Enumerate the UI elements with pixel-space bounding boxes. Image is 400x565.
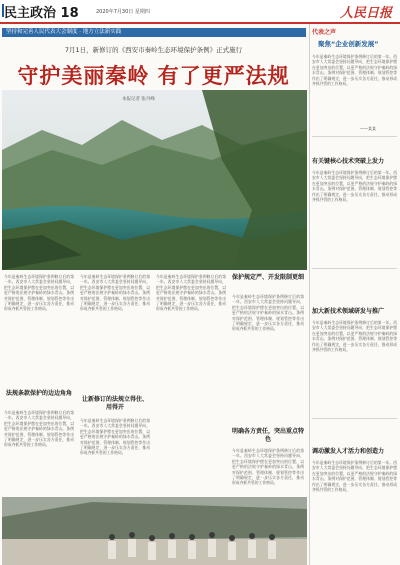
byline: 本报记者 张丹峰 (122, 97, 155, 102)
sidebar-label: 代表之声 (312, 29, 337, 36)
article-column-1: 今年是秦岭生态环境保护条例修订后的第一年。西安市人大常委会坚持问题导向，把生态环境保护摆在更加突出的位置，以更严格的法规守护秦岭的绿水青山。条例对保护范围、管理体制、规划管控等作出了明确规定，进一步压实各方责任，推动形成齐抓共管的工作格局。 (4, 274, 74, 312)
subhead-left: 法规条款保护的边边角角 (5, 390, 72, 397)
landscape-photo (2, 90, 307, 270)
topic-bar: 坚持和完善人民代表大会制度 · 地方立法新实践 (2, 28, 306, 37)
divider (312, 268, 397, 269)
issue-date: 2020年7月30日 星期四 (96, 9, 150, 15)
sidebar-item-3-text: 今年是秦岭生态环境保护条例修订后的第一年。西安市人大常委会坚持问题导向，把生态环境保护摆在更加突出的位置，以更严格的法规守护秦岭的绿水青山。条例对保护范围、管理体制、规划管控等作出了明确规定，进一步压实各方责任，推动形成齐抓共管的工作格局。 (312, 460, 397, 493)
article-column-4: 今年是秦岭生态环境保护条例修订后的第一年。西安市人大常委会坚持问题导向，把生态环境保护摆在更加突出的位置，以更严格的法规守护秦岭的绿水青山。条例对保护范围、管理体制、规划管控等作出了明确规定，进一步压实各方责任，推动形成齐抓共管的工作格局。 (232, 294, 304, 332)
sidebar-item-3-title: 调动激发人才活力和创造力 (312, 448, 385, 455)
sidebar-item-1-title: 有关键核心技术突破上发力 (312, 158, 385, 165)
article-column-2: 今年是秦岭生态环境保护条例修订后的第一年。西安市人大常委会坚持问题导向，把生态环境保护摆在更加突出的位置，以更严格的法规守护秦岭的绿水青山。条例对保护范围、管理体制、规划管控等作出了明确规定，进一步压实各方责任，推动形成齐抓共管的工作格局。 (80, 274, 150, 312)
article-column-4b: 今年是秦岭生态环境保护条例修订后的第一年。西安市人大常委会坚持问题导向，把生态环境保护摆在更加突出的位置，以更严格的法规守护秦岭的绿水青山。条例对保护范围、管理体制、规划管控等作出了明确规定，进一步压实各方责任，推动形成齐抓共管的工作格局。 (232, 448, 304, 486)
divider (312, 136, 397, 137)
headline: 守护美丽秦岭 有了更严法规 (17, 64, 290, 88)
sidebar-item-2-text: 今年是秦岭生态环境保护条例修订后的第一年。西安市人大常委会坚持问题导向，把生态环境保护摆在更加突出的位置，以更严格的法规守护秦岭的绿水青山。条例对保护范围、管理体制、规划管控等作出了明确规定，进一步压实各方责任，推动形成齐抓共管的工作格局。 (312, 320, 397, 353)
subhead-bottom: 明确各方责任，突出重点特色 (232, 428, 305, 443)
sidebar-title: 聚焦“企业创新发展” (318, 40, 379, 48)
article-column-3: 今年是秦岭生态环境保护条例修订后的第一年。西安市人大常委会坚持问题导向，把生态环境保护摆在更加突出的位置，以更严格的法规守护秦岭的绿水青山。条例对保护范围、管理体制、规划管控等作出了明确规定，进一步压实各方责任，推动形成齐抓共管的工作格局。 (156, 274, 226, 312)
kicker: 7月1日，新修订的《西安市秦岭生态环境保护条例》正式施行 (64, 46, 243, 54)
sidebar-item-2-title: 加大新技术领域研发与推广 (312, 308, 385, 315)
event-photo (2, 497, 307, 565)
sidebar-intro: 今年是秦岭生态环境保护条例修订后的第一年。西安市人大常委会坚持问题导向，把生态环境保护摆在更加突出的位置，以更严格的法规守护秦岭的绿水青山。条例对保护范围、管理体制、规划管控等作出了明确规定，进一步压实各方责任，推动形成齐抓共管的工作格局。 (312, 54, 397, 87)
sidebar-signature: ——某某 (360, 126, 376, 131)
subhead-mid: 让新修订的法规立得住、用得开 (81, 396, 148, 411)
newspaper-logo: 人民日报 (339, 6, 392, 21)
subhead-right-top: 保护规定严、开发限制更细 (232, 274, 305, 281)
sidebar-item-1-text: 今年是秦岭生态环境保护条例修订后的第一年。西安市人大常委会坚持问题导向，把生态环境保护摆在更加突出的位置，以更严格的法规守护秦岭的绿水青山。条例对保护范围、管理体制、规划管控等作出了明确规定，进一步压实各方责任，推动形成齐抓共管的工作格局。 (312, 170, 397, 203)
article-column-2b: 今年是秦岭生态环境保护条例修订后的第一年。西安市人大常委会坚持问题导向，把生态环境保护摆在更加突出的位置，以更严格的法规守护秦岭的绿水青山。条例对保护范围、管理体制、规划管控等作出了明确规定，进一步压实各方责任，推动形成齐抓共管的工作格局。 (80, 418, 150, 456)
divider (312, 418, 397, 419)
section-title: 民主政治 18 (4, 6, 79, 21)
article-column-1b: 今年是秦岭生态环境保护条例修订后的第一年。西安市人大常委会坚持问题导向，把生态环境保护摆在更加突出的位置，以更严格的法规守护秦岭的绿水青山。条例对保护范围、管理体制、规划管控等作出了明确规定，进一步压实各方责任，推动形成齐抓共管的工作格局。 (4, 410, 74, 448)
